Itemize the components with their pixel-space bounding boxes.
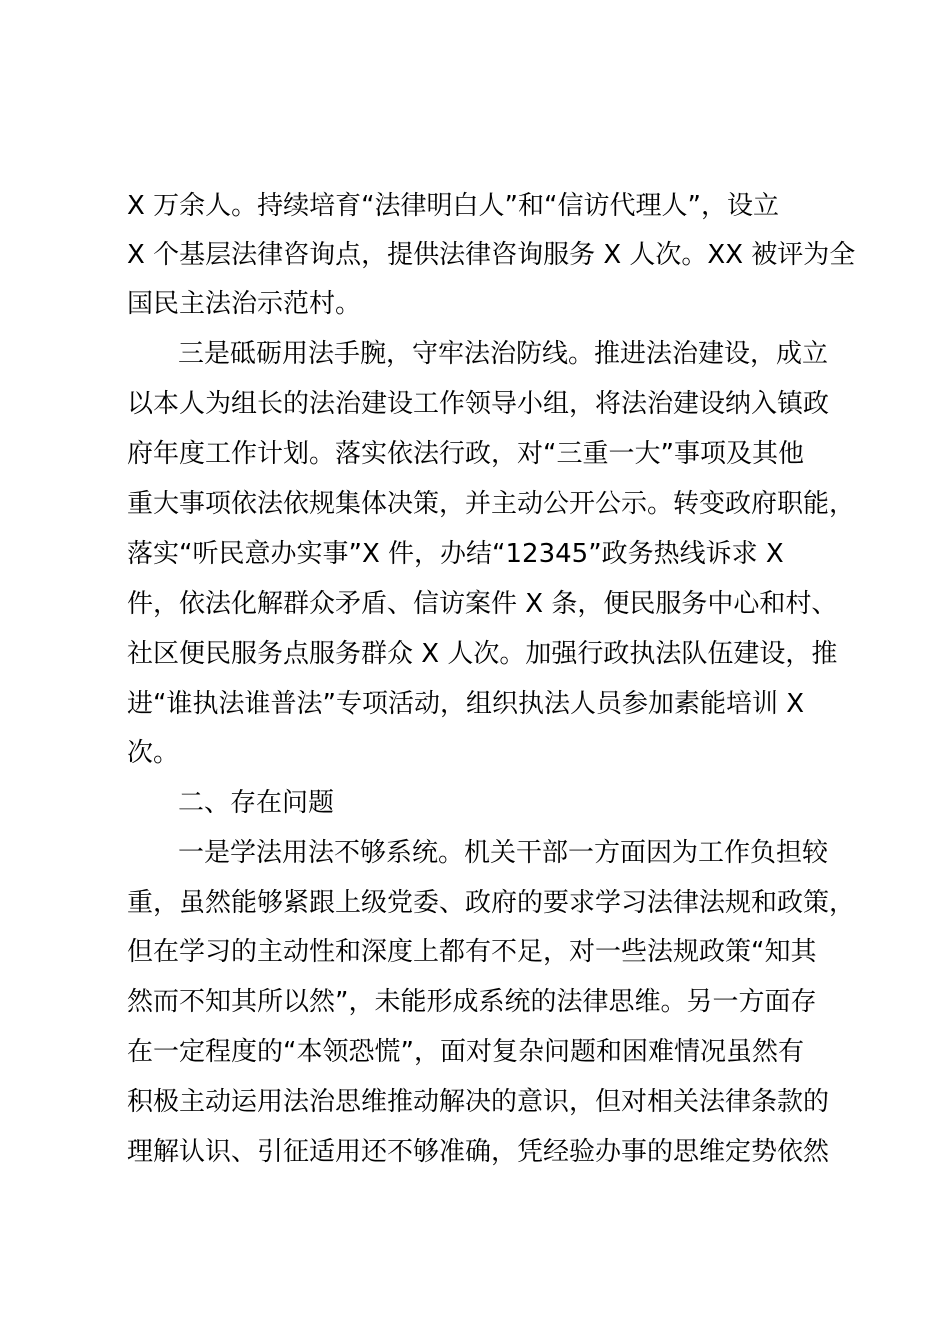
text-line: X 个基层法律咨询点，提供法律咨询服务 X 人次。XX 被评为全 <box>127 240 856 270</box>
text-line: 落实“听民意办实事”X 件，办结“12345”政务热线诉求 X <box>127 539 784 569</box>
text-line: 件，依法化解群众矛盾、信访案件 X 条，便民服务中心和村、 <box>127 589 838 619</box>
text-line: 在一定程度的“本领恐慌”，面对复杂问题和困难情况虽然有 <box>127 1037 804 1067</box>
text-line: 重，虽然能够紧跟上级党委、政府的要求学习法律法规和政策， <box>127 888 856 918</box>
paragraph-first-line: 三是砥砺用法手腕，守牢法治防线。推进法治建设，成立 <box>178 339 829 369</box>
text-line: 社区便民服务点服务群众 X 人次。加强行政执法队伍建设，推 <box>127 639 838 669</box>
text-line: 以本人为组长的法治建设工作领导小组，将法治建设纳入镇政 <box>127 389 830 419</box>
section-heading: 二、存在问题 <box>178 788 335 818</box>
text-line: 府年度工作计划。落实依法行政，对“三重一大”事项及其他 <box>127 439 804 469</box>
text-line: 进“谁执法谁普法”专项活动，组织执法人员参加素能培训 X <box>127 689 805 719</box>
text-line: X 万余人。持续培育“法律明白人”和“信访代理人”，设立 <box>127 191 779 221</box>
text-line: 理解认识、引征适用还不够准确，凭经验办事的思维定势依然 <box>127 1137 830 1167</box>
text-line: 国民主法治示范村。 <box>127 289 362 319</box>
text-line: 然而不知其所以然”，未能形成系统的法律思维。另一方面存 <box>127 987 817 1017</box>
text-line: 但在学习的主动性和深度上都有不足，对一些法规政策“知其 <box>127 937 817 967</box>
text-line: 重大事项依法依规集体决策，并主动公开公示。转变政府职能， <box>127 489 856 519</box>
text-line: 次。 <box>127 738 180 768</box>
text-line: 积极主动运用法治思维推动解决的意识，但对相关法律条款的 <box>127 1087 830 1117</box>
paragraph-first-line: 一是学法用法不够系统。机关干部一方面因为工作负担较 <box>178 838 829 868</box>
